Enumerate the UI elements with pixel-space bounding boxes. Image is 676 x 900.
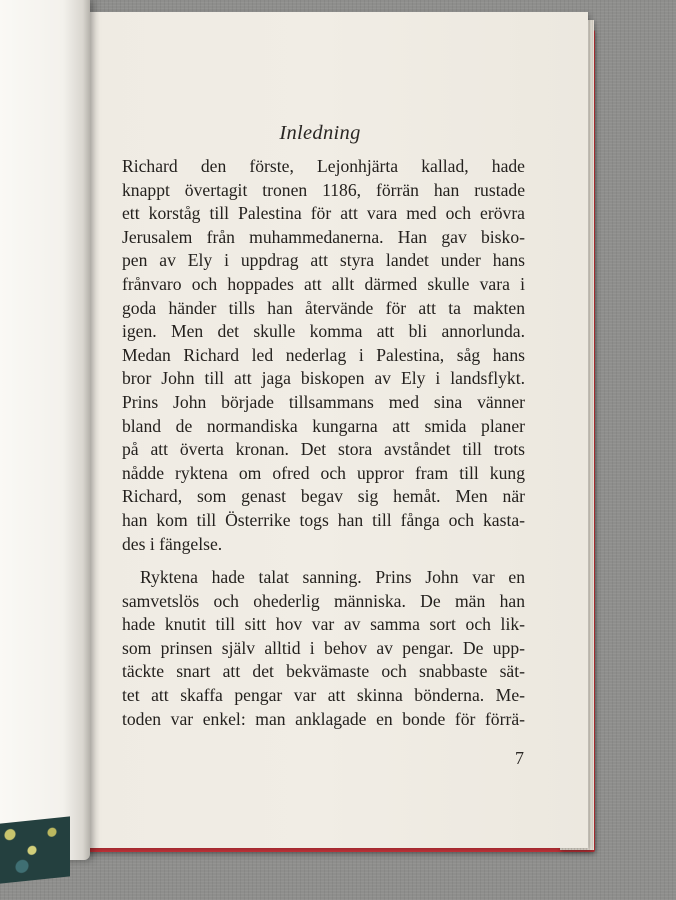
text-line: Prins John började tillsammans med sina vänner bbox=[122, 391, 525, 412]
text-line: Richard, som genast begav sig hemåt. Men när bbox=[122, 486, 525, 507]
chapter-heading: Inledning bbox=[279, 122, 361, 144]
text-line: Medan Richard led nederlag i Palestina, såg hans bbox=[122, 344, 525, 365]
text-line: bland de normandiska kungarna att smida planer bbox=[122, 415, 525, 436]
text-line: ett korståg till Palestina för att vara med och erövra bbox=[122, 203, 525, 224]
text-line: frånvaro och hoppades att allt därmed skulle vara i bbox=[122, 273, 525, 294]
paragraph-1 bbox=[122, 155, 525, 556]
text-line: igen. Men det skulle komma att bli annorlunda. bbox=[122, 321, 525, 342]
text-line: Richard den förste, Lejonhjärta kallad, hade bbox=[122, 156, 525, 176]
text-line: han kom till Österrike togs han till fånga och kasta- bbox=[122, 509, 525, 530]
paragraph-2 bbox=[122, 566, 525, 731]
text-line: på att överta kronan. Det stora avståndet till trots bbox=[122, 439, 525, 460]
text-line: Ryktena hade talat sanning. Prins John var en bbox=[140, 567, 525, 588]
text-line: knappt övertagit tronen 1186, förrän han rustade bbox=[122, 179, 525, 200]
patterned-endpaper bbox=[0, 816, 70, 883]
text-line: bror John till att jaga biskopen av Ely i landsflykt. bbox=[122, 368, 525, 389]
text-line: goda händer tills han återvände för att ta makten bbox=[122, 297, 525, 318]
text-line: toden var enkel: man anklagade en bonde för förrä- bbox=[122, 708, 525, 729]
text-line: Jerusalem från muhammedanerna. Han gav bisko- bbox=[122, 226, 525, 247]
text-line: som prinsen själv alltid i behov av pengar. De upp- bbox=[122, 637, 525, 658]
text-line: hade knutit till sitt hov var av samma sort och lik- bbox=[122, 614, 525, 635]
text-line: pen av Ely i uppdrag att styra landet under hans bbox=[122, 250, 525, 271]
body-text bbox=[122, 155, 525, 731]
page-number: 7 bbox=[515, 748, 524, 768]
text-line: des i fängelse. bbox=[122, 533, 223, 554]
text-line: tet att skaffa pengar var att skinna bönderna. Me- bbox=[122, 685, 525, 706]
text-line: täckte snart att det bekvämaste och snabbaste sät- bbox=[122, 661, 525, 682]
text-line: samvetslös och ohederlig människa. De män han bbox=[122, 590, 525, 611]
text-line: nådde ryktena om ofred och uppror fram till kung bbox=[122, 462, 525, 483]
